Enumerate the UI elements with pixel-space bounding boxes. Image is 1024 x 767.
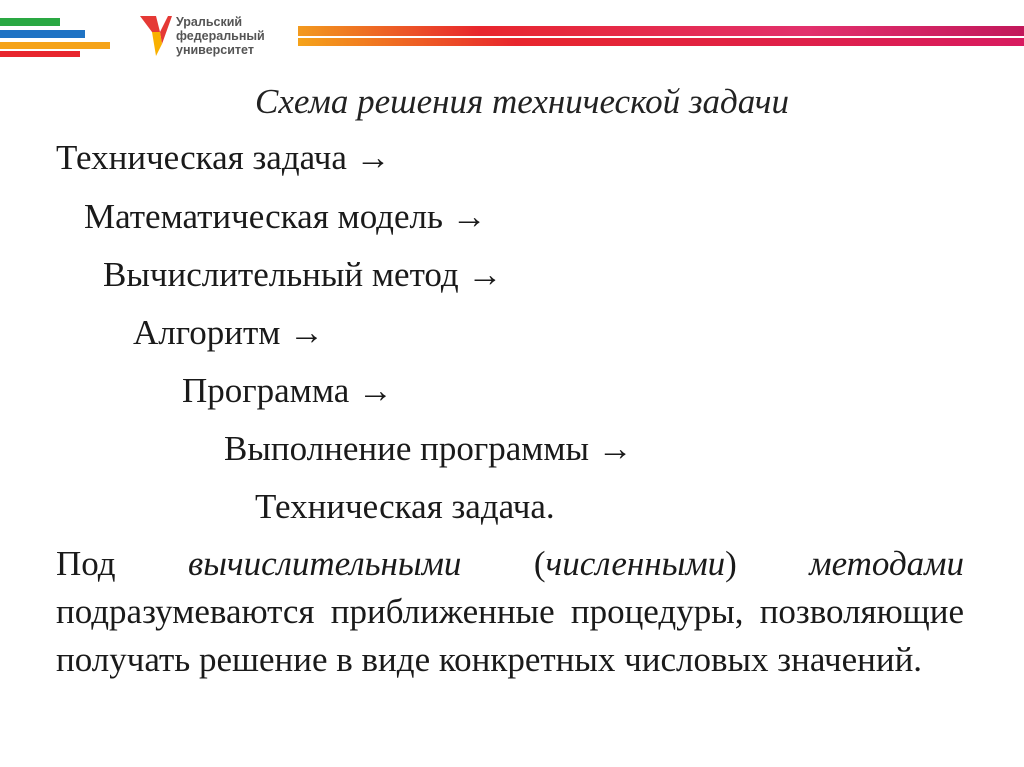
university-logo-icon [138, 14, 174, 58]
step-7: Техническая задача. [255, 487, 555, 526]
step-1: Техническая задача → [56, 138, 391, 177]
logo-line-1: Уральский [176, 15, 243, 29]
university-logo-text [176, 15, 265, 57]
para-term-methods: методами [809, 544, 965, 583]
step-6: Выполнение программы → [224, 429, 633, 468]
para-part-3: ( [461, 544, 546, 583]
step-4: Алгоритм → [133, 313, 325, 352]
header-bar [0, 0, 1024, 70]
slide-title: Схема решения технической задачи [255, 82, 789, 121]
definition-paragraph [56, 540, 964, 684]
para-term-numerical: численными [545, 544, 726, 583]
stripe-blue [0, 30, 85, 38]
step-2: Математическая модель → [84, 197, 487, 236]
para-part-7: подразумеваются приближенные процедуры, позволяющие получать решение в виде конкретных числовых значений. [56, 592, 964, 679]
stripe-green [0, 18, 60, 26]
stripe-pink-right [298, 38, 1024, 46]
step-5: Программа → [182, 371, 394, 410]
para-term-computational: вычислительными [188, 544, 462, 583]
step-3: Вычислительный метод → [103, 255, 503, 294]
logo-line-2: федеральный [176, 29, 265, 43]
stripe-red-left [0, 51, 80, 57]
stripe-orange [0, 42, 110, 49]
para-part-5: ) [725, 544, 810, 583]
logo-line-3: университет [176, 43, 254, 57]
stripe-red-right [298, 26, 1024, 36]
para-part-1: Под [56, 544, 188, 583]
